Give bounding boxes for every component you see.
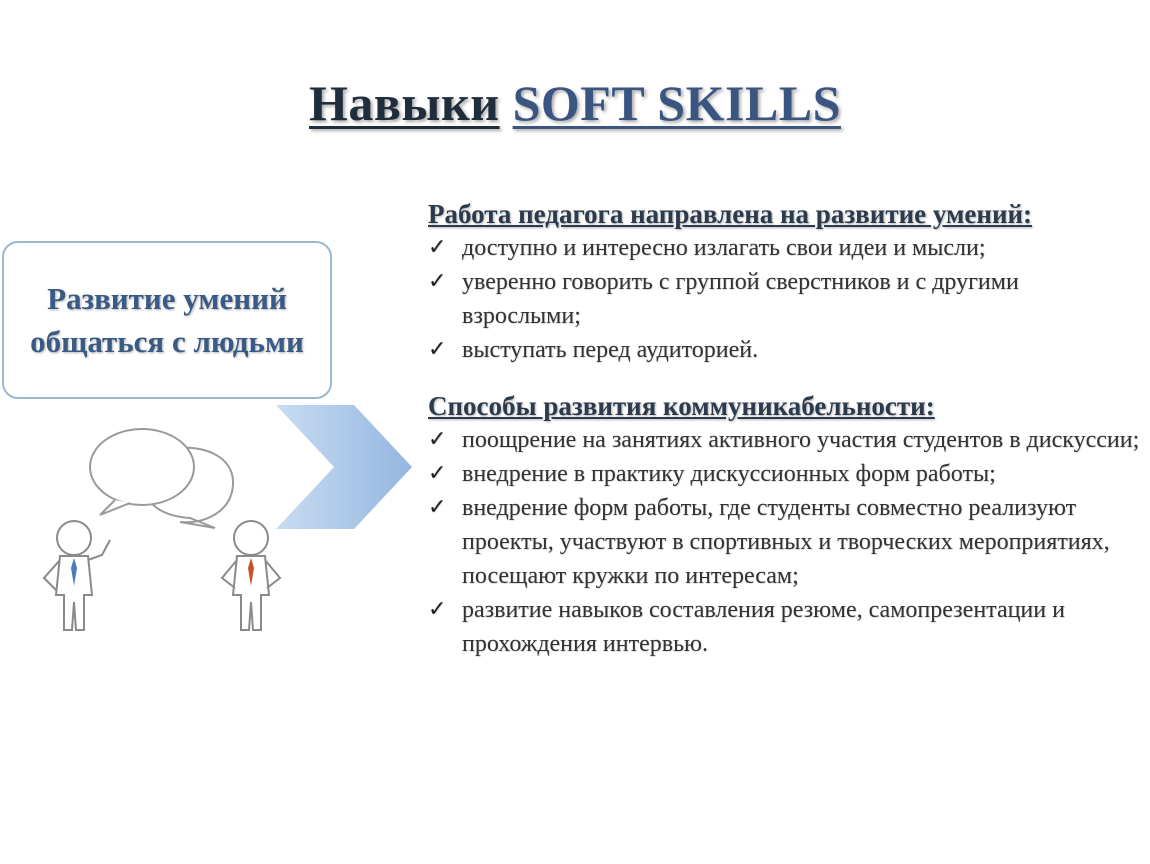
section-1-list (428, 231, 1143, 367)
callout-box (2, 241, 332, 399)
list-item: ✓ внедрение форм работы, где студенты совместно реализуют проекты, участвуют в спортивных и творческих мероприятиях, посещают кружки по интересам; (428, 491, 1143, 593)
callout-text: Развитие умений общаться с людьми (30, 281, 304, 359)
title-part-1: Навыки (309, 75, 500, 131)
title-part-2: SOFT SKILLS (512, 75, 841, 131)
check-icon: ✓ (428, 461, 447, 486)
list-item: ✓ доступно и интересно излагать свои идеи и мысли; (428, 231, 1143, 265)
list-item: ✓ внедрение в практику дискуссионных форм работы; (428, 457, 1143, 491)
list-item: ✓ уверенно говорить с группой сверстников и с другими взрослыми; (428, 265, 1143, 333)
chevron-right-arrow-icon (272, 405, 417, 530)
check-icon: ✓ (428, 269, 447, 294)
check-icon: ✓ (428, 597, 447, 622)
check-icon: ✓ (428, 235, 447, 260)
check-icon: ✓ (428, 495, 447, 520)
section-2-heading: Способы развития коммуникабельности: (428, 391, 935, 421)
section-1-heading: Работа педагога направлена на развитие умений: (428, 199, 1033, 229)
check-icon: ✓ (428, 427, 447, 452)
list-item: ✓ развитие навыков составления резюме, самопрезентации и прохождения интервью. (428, 593, 1143, 661)
two-people-talking-icon (30, 420, 290, 635)
content-panel (428, 197, 1143, 661)
page-title (0, 74, 1150, 132)
section-2-list (428, 423, 1143, 661)
check-icon: ✓ (428, 337, 447, 362)
list-item: ✓ выступать перед аудиторией. (428, 333, 1143, 367)
list-item: ✓ поощрение на занятиях активного участия студентов в дискуссии; (428, 423, 1143, 457)
